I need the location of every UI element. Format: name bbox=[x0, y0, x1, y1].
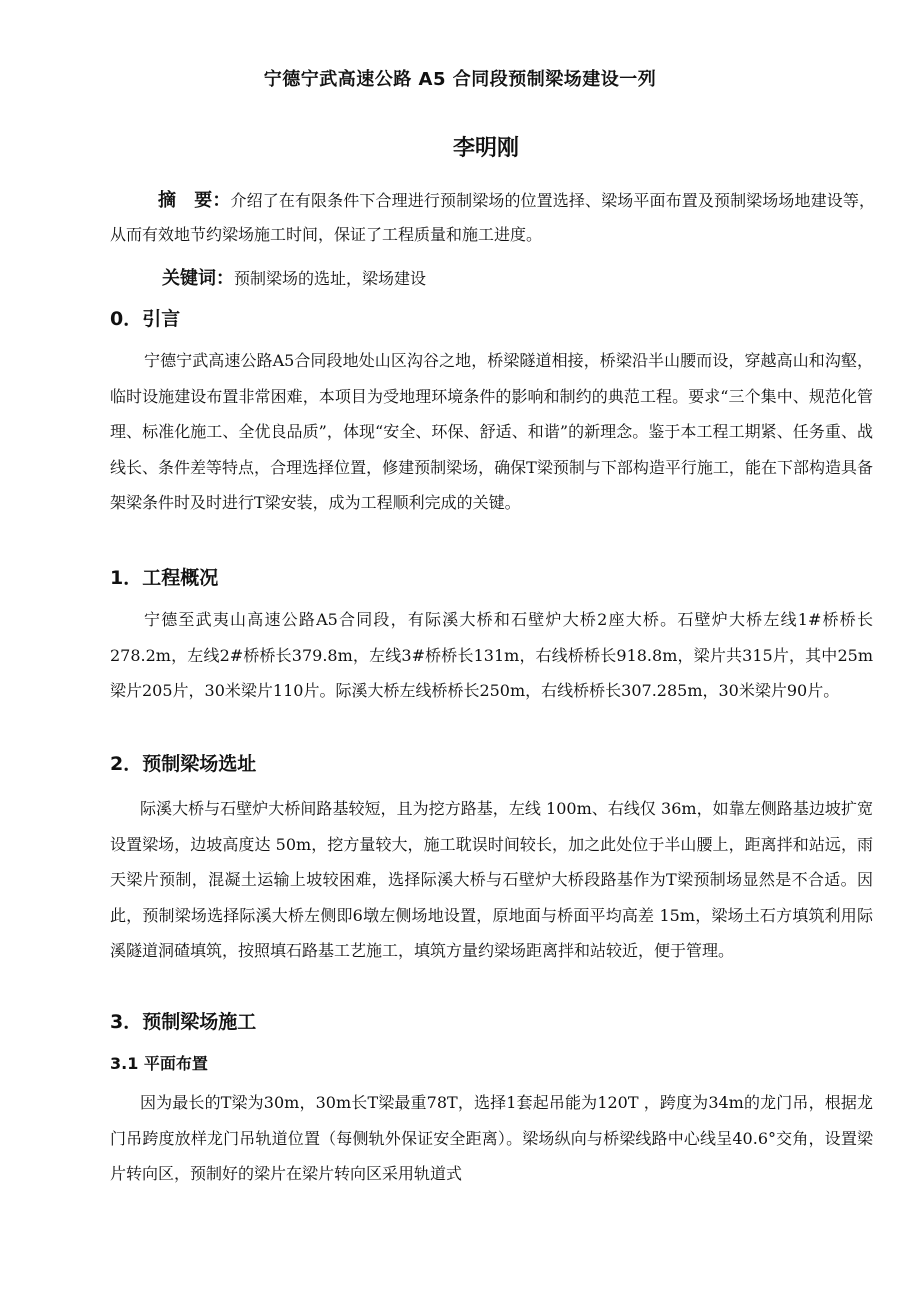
document-title: 宁德宁武高速公路 A5 合同段预制梁场建设一列 bbox=[263, 69, 657, 90]
keywords bbox=[162, 262, 426, 296]
section-body-site-selection: 际溪大桥与石壁炉大桥间路基较短，且为挖方路基，左线 100m、右线仅 36m，如靠左侧路基边坡扩宽设置梁场，边坡高度达 50m，挖方量较大，施工耽误时间较长，加之此处位于半山腰上，距离拌和站远，雨天梁片预制，混凝土运输上坡较困难，选择际溪大桥与石壁炉大桥段路基作为T梁预制场显然是不合适。因此，预制梁场选择际溪大桥左侧即6墩左侧场地设置，原地面与桥面平均高差 15m，梁场土石方填筑利用际溪隧道洞碴填筑，按照填石路基工艺施工，填筑方量约梁场距离拌和站较近，便于管理。 bbox=[110, 799, 873, 960]
section-body-project-overview: 宁德至武夷山高速公路A5合同段，有际溪大桥和石壁炉大桥2座大桥。石壁炉大桥左线1#桥桥长278.2m，左线2#桥桥长379.8m，左线3#桥桥长131m，右线桥桥长918.8m，梁片共315片，其中25m梁片205片，30米梁片110片。际溪大桥左线桥桥长250m，右线桥桥长307.285m，30米梁片90片。 bbox=[110, 610, 873, 700]
abstract-label: 摘 要： bbox=[158, 190, 231, 211]
keywords-label: 关键词： bbox=[162, 268, 234, 289]
section-heading-site-selection: 2．预制梁场选址 bbox=[110, 753, 257, 775]
author-name: 李明刚 bbox=[452, 136, 519, 161]
section-body-introduction: 宁德宁武高速公路A5合同段地处山区沟谷之地，桥梁隧道相接，桥梁沿半山腰而设，穿越高山和沟壑，临时设施建设布置非常困难，本项目为受地理环境条件的影响和制约的典范工程。要求“三个集中、规范化管理、标准化施工、全优良品质”，体现“安全、环保、舒适、和谐”的新理念。鉴于本工程工期紧、任务重、战线长、条件差等特点，合理选择位置，修建预制梁场，确保T梁预制与下部构造平行施工，能在下部构造具备架梁条件时及时进行T梁安装，成为工程顺利完成的关键。 bbox=[110, 351, 873, 512]
subsection-body-layout: 因为最长的T梁为30m，30m长T梁最重78T，选择1套起吊能为120T ，跨度为34m的龙门吊，根据龙门吊跨度放样龙门吊轨道位置（每侧轨外保证安全距离）。梁场纵向与桥梁线路中心线呈40.6°交角，设置梁片转向区，预制好的梁片在梁片转向区采用轨道式 bbox=[110, 1093, 873, 1183]
keywords-text: 预制梁场的选址，梁场建设 bbox=[234, 269, 427, 288]
section-heading-project-overview: 1．工程概况 bbox=[110, 567, 219, 589]
abstract bbox=[110, 184, 875, 252]
section-heading-construction: 3．预制梁场施工 bbox=[110, 1011, 257, 1033]
abstract-text: 介绍了在有限条件下合理进行预制梁场的位置选择、梁场平面布置及预制梁场场地建设等，从而有效地节约梁场施工时间，保证了工程质量和施工进度。 bbox=[110, 191, 875, 244]
section-heading-introduction: 0．引言 bbox=[110, 308, 181, 330]
subsection-heading-layout: 3.1 平面布置 bbox=[110, 1054, 208, 1073]
